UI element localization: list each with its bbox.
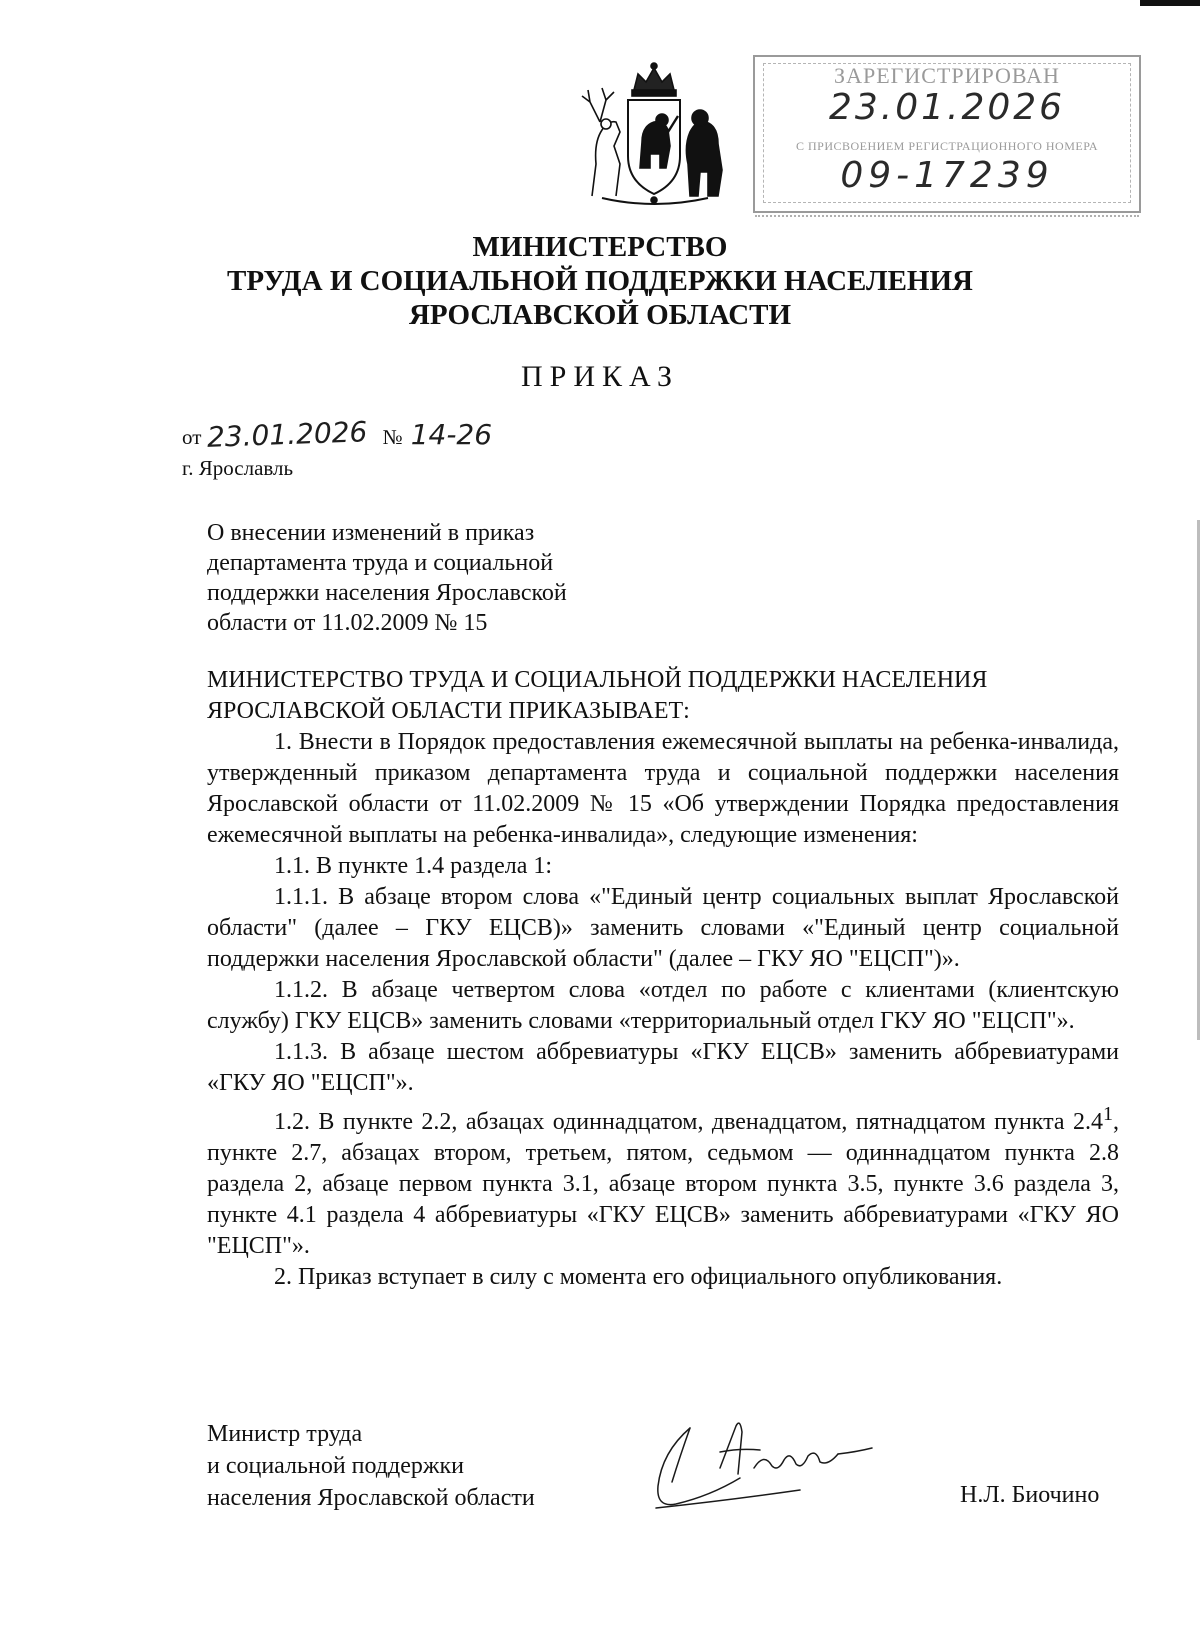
coat-of-arms-emblem bbox=[572, 60, 736, 206]
subject-line: поддержки населения Ярославской bbox=[207, 580, 567, 606]
clause-1-1-1: 1.1.1. В абзаце втором слова «"Единый центр социальных выплат Ярославской области" (далее – ГКУ ЕЦСВ)» заменить словами «"Единый центр социальной поддержки населения Ярославской области" (далее – ГКУ ЯО "ЕЦСП")». bbox=[207, 884, 1119, 972]
document-type-title: ПРИКАЗ bbox=[521, 360, 679, 393]
clause-1-1: 1.1. В пункте 1.4 раздела 1: bbox=[274, 853, 553, 879]
number-prefix: № bbox=[382, 425, 403, 449]
registration-stamp bbox=[753, 55, 1141, 213]
handwritten-signature bbox=[650, 1408, 890, 1518]
clause-1-1-2: 1.1.2. В абзаце четвертом слова «отдел по работе с клиентами (клиентскую службу) ГКУ ЕЦСВ» заменить словами «территориальный отдел ГКУ ЯО "ЕЦСП"». bbox=[207, 977, 1119, 1034]
subject-line: области от 11.02.2009 № 15 bbox=[207, 610, 488, 636]
order-preamble: МИНИСТЕРСТВО ТРУДА И СОЦИАЛЬНОЙ ПОДДЕРЖКИ НАСЕЛЕНИЯ ЯРОСЛАВСКОЙ ОБЛАСТИ ПРИКАЗЫВАЕТ: bbox=[207, 667, 988, 724]
clause-2: 2. Приказ вступает в силу с момента его официального опубликования. bbox=[274, 1264, 1003, 1290]
stamp-registered-label: ЗАРЕГИСТРИРОВАН bbox=[834, 63, 1060, 88]
city-line: г. Ярославль bbox=[182, 456, 294, 480]
stamp-registered-date: 23.01.2026 bbox=[828, 87, 1066, 128]
signatory-position bbox=[207, 1418, 535, 1514]
stamp-registration-number: 09-17239 bbox=[840, 155, 1054, 196]
signatory-position-line3: населения Ярославской области bbox=[207, 1485, 535, 1511]
ministry-heading-line1: МИНИСТЕРСТВО bbox=[472, 231, 728, 263]
stamp-bottom-line bbox=[755, 215, 1139, 217]
clause-1-1-3: 1.1.3. В абзаце шестом аббревиатуры «ГКУ ЕЦСВ» заменить аббревиатурами «ГКУ ЯО "ЕЦСП"». bbox=[207, 1039, 1119, 1096]
order-number-handwritten: 14-26 bbox=[410, 418, 493, 451]
clause-1: 1. Внести в Порядок предоставления ежемесячной выплаты на ребенка-инвалида, утвержденный приказом департамента труда и социальной поддержки населения Ярославской области от 11.02.2009 № 15 «Об утверждении Порядка предоставления ежемесячной выплаты на ребенка-инвалида», следующие изменения: bbox=[207, 729, 1119, 848]
order-date-handwritten: 23.01.2026 bbox=[206, 415, 369, 454]
ministry-heading-line3: ЯРОСЛАВСКОЙ ОБЛАСТИ bbox=[408, 299, 792, 331]
subject-line: О внесении изменений в приказ bbox=[207, 520, 535, 546]
scan-corner-mark bbox=[1140, 0, 1200, 6]
signatory-position-line1: Министр труда bbox=[207, 1421, 363, 1447]
clause-1-2-text-end: , пункте 2.7, абзацах втором, третьем, пятом, седьмом — одиннадцатом пункта 2.8 раздела 2, абзаце первом пункта 3.1, абзаце втором пункта 3.5, пункте 3.6 раздела 3, пункте 4.1 раздела 4 аббревиатуры «ГКУ ЕЦСВ» заменить аббревиатурами «ГКУ ЯО "ЕЦСП"». bbox=[207, 1109, 1119, 1259]
order-subject bbox=[207, 518, 667, 638]
ministry-heading-line2: ТРУДА И СОЦИАЛЬНОЙ ПОДДЕРЖКИ НАСЕЛЕНИЯ bbox=[227, 265, 973, 297]
signer-name: Н.Л. Биочино bbox=[960, 1482, 1100, 1508]
clause-1-2 bbox=[207, 1099, 1119, 1262]
ministry-heading bbox=[0, 230, 1200, 332]
clause-1-2-superscript: 1 bbox=[1103, 1103, 1113, 1125]
subject-line: департамента труда и социальной bbox=[207, 550, 554, 576]
order-body bbox=[207, 665, 1119, 1293]
stamp-caption: С ПРИСВОЕНИЕМ РЕГИСТРАЦИОННОГО НОМЕРА bbox=[795, 139, 1099, 153]
order-date-number-line bbox=[182, 415, 493, 454]
date-prefix: от bbox=[182, 425, 202, 449]
clause-1-2-text-start: 1.2. В пункте 2.2, абзацах одиннадцатом, двенадцатом, пятнадцатом пункта 2.4 bbox=[274, 1109, 1103, 1135]
signatory-position-line2: и социальной поддержки bbox=[207, 1453, 464, 1479]
